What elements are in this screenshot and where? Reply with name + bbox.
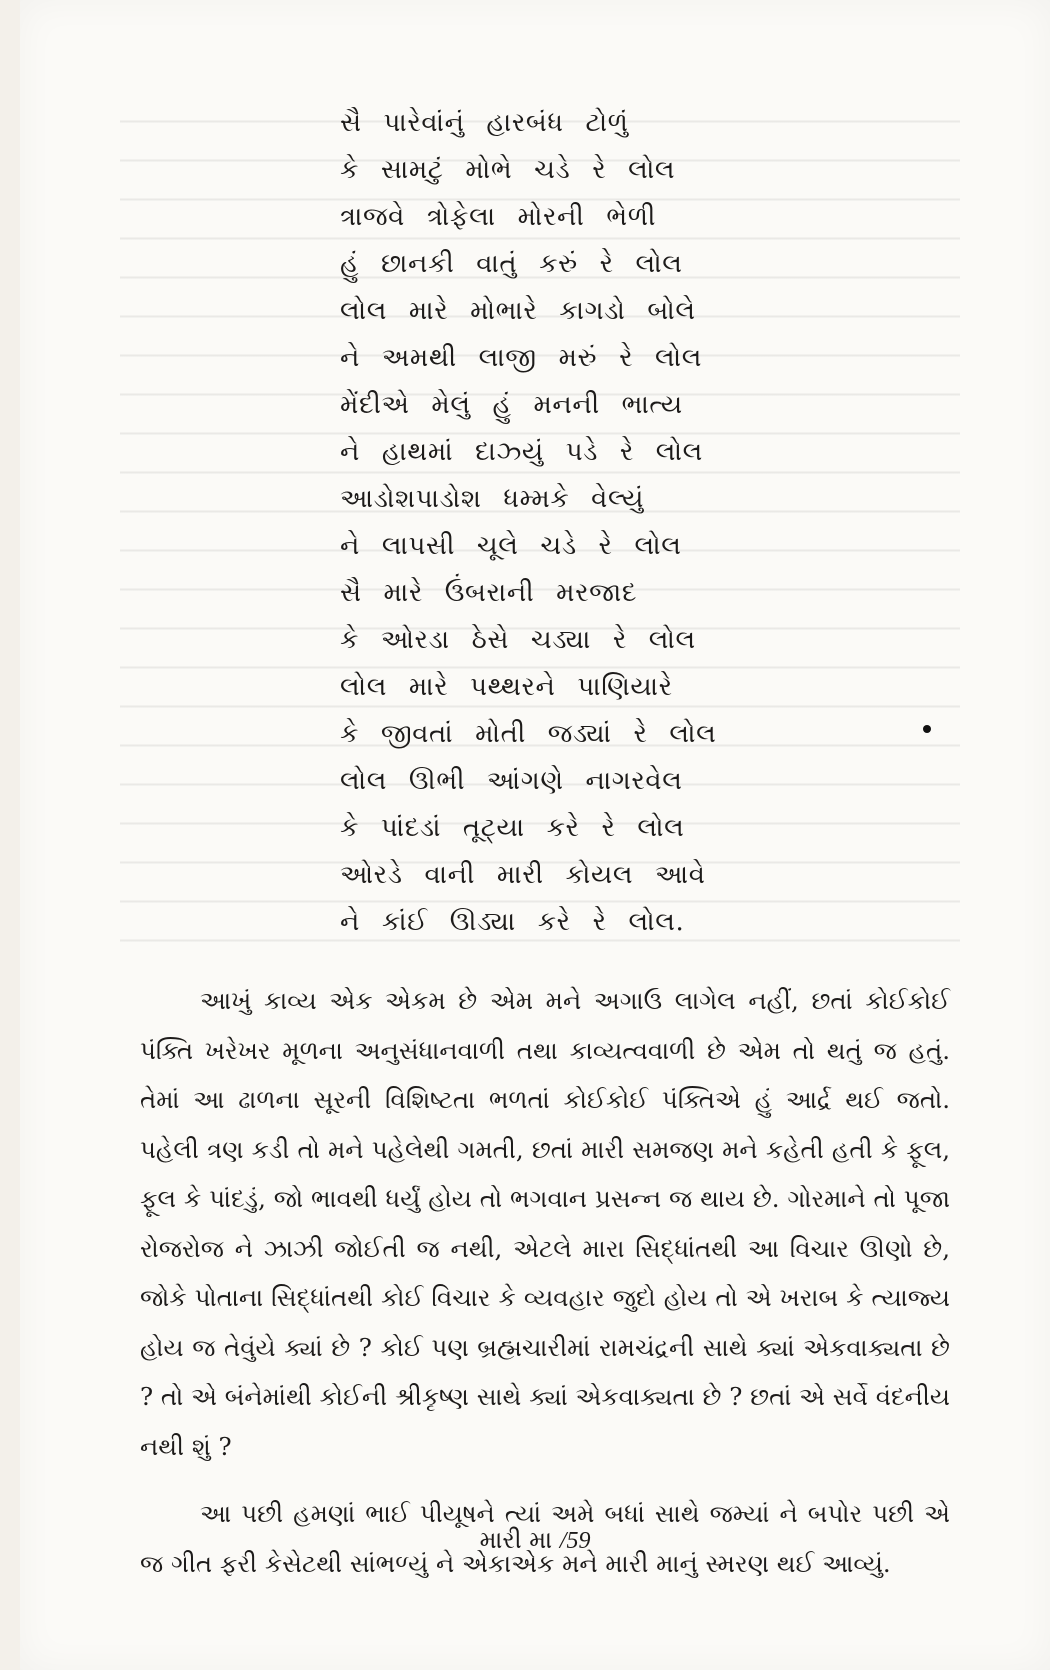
poem-line: ને હાથમાં દાઝ્યું પડે રે લોલ xyxy=(340,437,703,467)
poem-line: લોલ ઊભી આંગણે નાગરવેલ xyxy=(340,766,683,796)
prose-block xyxy=(140,976,950,1588)
poem-line: ને કાંઈ ઊડ્યા કરે રે લોલ. xyxy=(340,907,685,937)
page-number: 59 xyxy=(566,1528,591,1554)
book-page xyxy=(20,0,1050,1670)
poem-line: લોલ મારે પથ્થરને પાણિયારે xyxy=(340,672,673,702)
prose-paragraph: આખું કાવ્ય એક એકમ છે એમ મને અગાઉ લાગેલ નહીં, છતાં કોઈકોઈ પંક્તિ ખરેખર મૂળના અનુસંધાનવાળી તથા કાવ્યત્વવાળી છે એમ તો થતું જ હતું. તેમાં આ ઢાળના સૂરની વિશિષ્ટતા ભળતાં કોઈકોઈ પંક્તિએ હું આર્દ્ર થઈ જતો. પહેલી ત્રણ કડી તો મને પહેલેથી ગમતી, છતાં મારી સમજણ મને કહેતી હતી કે ફૂલ, ફૂલ કે પાંદડું, જો ભાવથી ધર્યું હોય તો ભગવાન પ્રસન્ન જ થાય છે. ગોરમાને તો પૂજા રોજરોજ ને ઝાઝી જોઈતી જ નથી, એટલે મારા સિદ્ધાંતથી આ વિચાર ઊણો છે, જોકે પોતાના સિદ્ધાંતથી કોઈ વિચાર કે વ્યવહાર જુદો હોય તો એ ખરાબ કે ત્યાજ્ય હોય જ તેવુંયે ક્યાં છે ? કોઈ પણ બ્રહ્મચારીમાં રામચંદ્રની સાથે ક્યાં એકવાક્યતા છે ? તો એ બંનેમાંથી કોઈની શ્રીકૃષ્ણ સાથે ક્યાં એકવાક્યતા છે ? છતાં એ સર્વે વંદનીય નથી શું ? xyxy=(140,986,950,1461)
poem-line: કે જીવતાં મોતી જડ્યાં રે લોલ xyxy=(340,719,717,749)
poem-line: લોલ મારે મોભારે કાગડો બોલે xyxy=(340,296,696,326)
poem-line: કે ઓરડા ઠેસે ચડ્યા રે લોલ xyxy=(340,625,696,655)
poem-block xyxy=(340,100,717,946)
poem-line: ત્રાજવે ત્રોફેલા મોરની ભેળી xyxy=(340,202,657,232)
poem-line: હું છાનકી વાતું કરું રે લોલ xyxy=(340,249,683,279)
poem-line: મેંદીએ મેલું હું મનની ભાત્ય xyxy=(340,390,683,420)
poem-line: કે પાંદડાં તૂટ્યા કરે રે લોલ xyxy=(340,813,685,843)
poem-line: ને લાપસી ચૂલે ચડે રે લોલ xyxy=(340,531,682,561)
folio-separator: / xyxy=(559,1528,567,1554)
poem-line: આડોશપાડોશ ધમ્મકે વેલ્યું xyxy=(340,484,644,514)
poem-line: સૈ મારે ઉંબરાની મરજાદ xyxy=(340,578,638,608)
prose-paragraph: આ પછી હમણાં ભાઈ પીયૂષને ત્યાં અમે બધાં સાથે જમ્યાં ને બપોર પછી એ જ ગીત ફરી કેસેટથી સાંભળ્યું ને એકાએક મને મારી માનું સ્મરણ થઈ આવ્યું. xyxy=(140,1499,950,1578)
poem-line: સૈ પારેવાંનું હારબંધ ટોળું xyxy=(340,108,629,138)
poem-line: કે સામટું મોભે ચડે રે લોલ xyxy=(340,155,676,185)
page-footer xyxy=(20,1526,1050,1555)
ink-speck xyxy=(923,725,931,733)
poem-line: ઓરડે વાની મારી કોયલ આવે xyxy=(340,860,706,890)
poem-line: ને અમથી લાજી મરું રે લોલ xyxy=(340,343,702,373)
running-title: મારી મા xyxy=(479,1526,553,1554)
